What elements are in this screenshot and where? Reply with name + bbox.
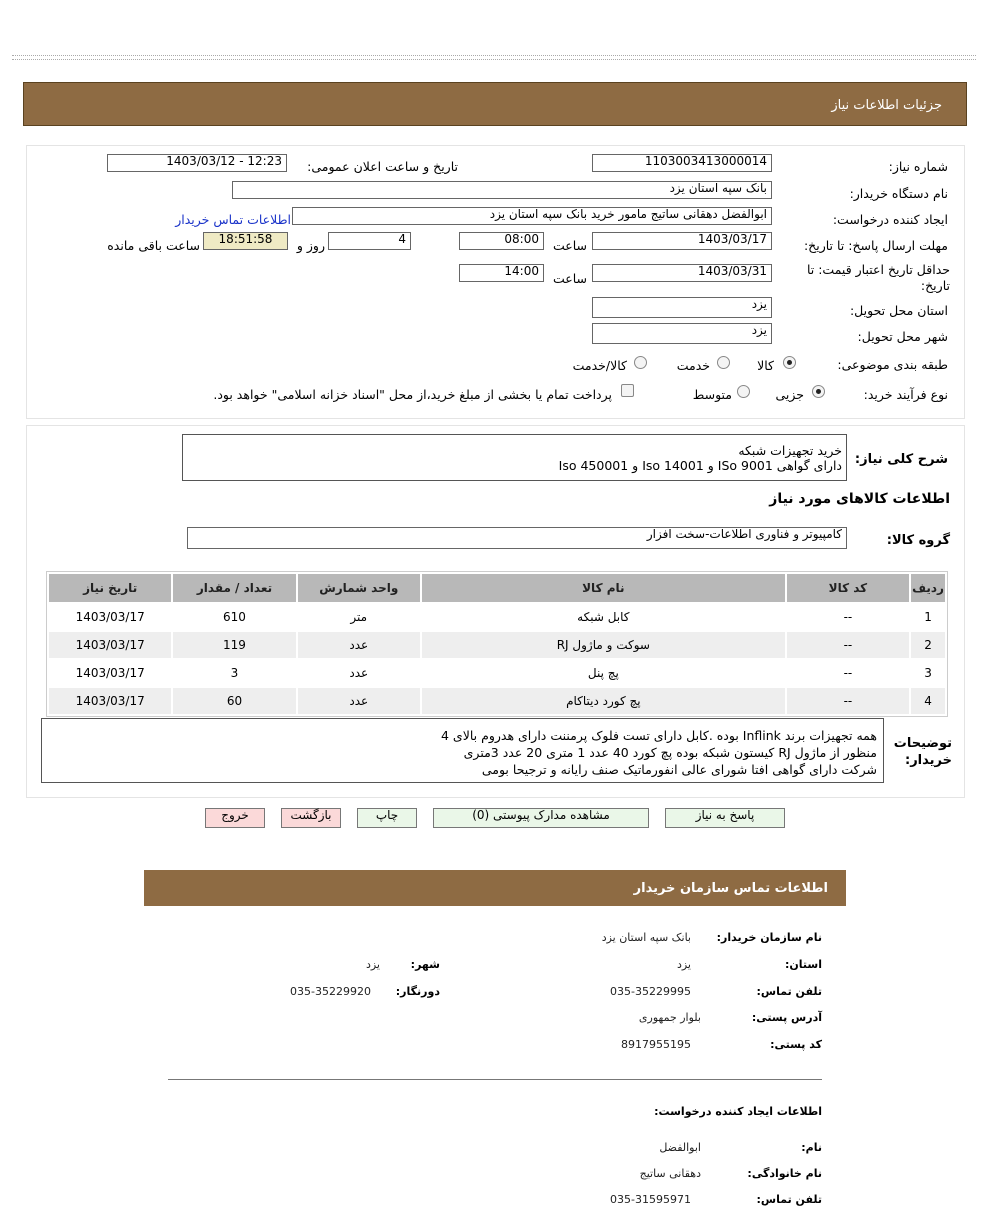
contact-org: بانک سپه استان یزد: [601, 931, 691, 944]
deadline-label: مهلت ارسال پاسخ: تا تاریخ:: [803, 238, 948, 253]
contact-fax: 035-35229920: [290, 985, 371, 998]
need-number-field: 1103003413000014: [592, 154, 772, 172]
page-header: [23, 82, 967, 126]
header-item-name: نام کالا: [422, 574, 785, 602]
creator-phone-label: تلفن تماس:: [756, 1193, 822, 1206]
table-header-row: [49, 574, 945, 602]
category-goods-label: کالا: [757, 358, 774, 373]
process-medium-label: متوسط: [692, 387, 732, 402]
notes-line-2: منظور از ماژول RJ کیستون شبکه بوده پچ کورد 40 عدد 1 متری 20 عدد 3متری: [463, 745, 877, 760]
remaining-time-field: 18:51:58: [203, 232, 288, 250]
creator-info-title: اطلاعات ایجاد کننده درخواست:: [654, 1105, 822, 1118]
contact-postal: 8917955195: [621, 1038, 691, 1051]
exit-button[interactable]: خروج: [205, 808, 265, 828]
creator-name-label: نام:: [801, 1141, 822, 1154]
remaining-label: ساعت باقی مانده: [107, 238, 200, 253]
cell-row-number: 4: [911, 688, 945, 714]
process-small-label: جزیی: [775, 387, 804, 402]
header-row-number: ردیف: [911, 574, 945, 602]
print-button[interactable]: چاپ: [357, 808, 417, 828]
cell-need-date: 1403/03/17: [49, 688, 171, 714]
goods-title: اطلاعات کالاهای مورد نیاز: [769, 491, 950, 507]
days-label: روز و: [296, 238, 325, 253]
cell-item-code: --: [787, 632, 909, 658]
summary-label: شرح کلی نیاز:: [854, 452, 948, 467]
cell-row-number: 1: [911, 604, 945, 630]
need-number-label: شماره نیاز:: [888, 159, 948, 174]
province-field: یزد: [592, 297, 772, 318]
summary-line-2: دارای گواهی ISo 9001 و Iso 14001 و Iso 450001: [558, 458, 842, 473]
table-row: [49, 604, 945, 630]
cell-quantity: 3: [173, 660, 295, 686]
province-label: استان محل تحویل:: [849, 303, 948, 318]
process-small-radio[interactable]: [812, 385, 825, 398]
cell-item-name: پچ کورد دیتاکام: [422, 688, 785, 714]
cell-item-code: --: [787, 688, 909, 714]
validity-label: حداقل تاریخ اعتبار قیمت: تا تاریخ:: [806, 262, 950, 293]
contact-address-label: آدرس پستی:: [751, 1011, 822, 1024]
cell-item-name: پچ پنل: [422, 660, 785, 686]
cell-item-code: --: [787, 604, 909, 630]
buyer-org-field: بانک سپه استان یزد: [232, 181, 772, 199]
announce-field: 1403/03/12 - 12:23: [107, 154, 287, 172]
creator-family: دهقانی ساتیج: [639, 1167, 701, 1180]
contact-province: یزد: [676, 958, 691, 971]
cell-need-date: 1403/03/17: [49, 604, 171, 630]
contact-title: اطلاعات تماس سازمان خریدار: [633, 881, 828, 896]
contact-phone: 035-35229995: [610, 985, 691, 998]
creator-label: ایجاد کننده درخواست:: [832, 212, 948, 227]
header-need-date: تاریخ نیاز: [49, 574, 171, 602]
cell-quantity: 610: [173, 604, 295, 630]
cell-need-date: 1403/03/17: [49, 632, 171, 658]
contact-phone-label: تلفن تماس:: [756, 985, 822, 998]
process-label: نوع فرآیند خرید:: [863, 387, 948, 402]
creator-field: ابوالفضل دهقانی ساتیج مامور خرید بانک سپه استان یزد: [292, 207, 772, 225]
city-field: یزد: [592, 323, 772, 344]
goods-group-label: گروه کالا:: [886, 533, 950, 548]
deadline-time-label: ساعت: [552, 238, 587, 253]
header-quantity: تعداد / مقدار: [173, 574, 295, 602]
cell-unit: عدد: [298, 660, 420, 686]
contact-province-label: استان:: [785, 958, 822, 971]
creator-family-label: نام خانوادگی:: [747, 1167, 822, 1180]
city-label: شهر محل تحویل:: [857, 329, 948, 344]
back-button[interactable]: بازگشت: [281, 808, 341, 828]
table-row: [49, 660, 945, 686]
category-service-radio[interactable]: [717, 356, 730, 369]
cell-item-name: سوکت و ماژول RJ: [422, 632, 785, 658]
contact-header: [144, 870, 846, 906]
category-label: طبقه بندی موضوعی:: [837, 357, 948, 372]
goods-table: [46, 571, 948, 717]
deadline-date-field: 1403/03/17: [592, 232, 772, 250]
page-title: جزئیات اطلاعات نیاز: [831, 98, 942, 113]
summary-box: [182, 434, 847, 481]
cell-unit: عدد: [298, 688, 420, 714]
contact-address: بلوار جمهوری: [638, 1011, 701, 1024]
reply-button[interactable]: پاسخ به نیاز: [665, 808, 785, 828]
contact-org-label: نام سازمان خریدار:: [716, 931, 822, 944]
category-goods-radio[interactable]: [783, 356, 796, 369]
top-divider: [12, 55, 976, 60]
creator-phone: 035-31595971: [610, 1193, 691, 1206]
process-medium-radio[interactable]: [737, 385, 750, 398]
notes-label: توضیحات خریدار:: [893, 736, 952, 768]
table-row: [49, 632, 945, 658]
notes-box: [41, 718, 884, 783]
notes-line-3: شرکت دارای گواهی افتا شورای عالی انفورماتیک صنف رایانه و ترجیحا بومی: [481, 762, 877, 777]
cell-quantity: 119: [173, 632, 295, 658]
header-item-code: کد کالا: [787, 574, 909, 602]
cell-row-number: 2: [911, 632, 945, 658]
summary-line-1: خرید تجهیزات شبکه: [738, 443, 842, 458]
header-unit: واحد شمارش: [298, 574, 420, 602]
contact-city: یزد: [365, 958, 380, 971]
buyer-org-label: نام دستگاه خریدار:: [849, 186, 948, 201]
goods-group-field: کامپیوتر و فناوری اطلاعات-سخت افزار: [187, 527, 847, 549]
treasury-payment-checkbox[interactable]: [621, 384, 634, 397]
contact-divider: [168, 1079, 822, 1080]
validity-time-label: ساعت: [552, 271, 587, 286]
cell-unit: عدد: [298, 632, 420, 658]
cell-need-date: 1403/03/17: [49, 660, 171, 686]
cell-item-code: --: [787, 660, 909, 686]
days-field: 4: [328, 232, 411, 250]
cell-unit: متر: [298, 604, 420, 630]
cell-item-name: کابل شبکه: [422, 604, 785, 630]
contact-postal-label: کد پستی:: [770, 1038, 822, 1051]
category-goods-service-label: کالا/خدمت: [572, 358, 627, 373]
table-row: [49, 688, 945, 714]
buyer-contact-link[interactable]: اطلاعات تماس خریدار: [175, 212, 291, 227]
payment-note: پرداخت تمام یا بخشی از مبلغ خرید،از محل "اسناد خزانه اسلامی" خواهد بود.: [213, 387, 612, 402]
category-goods-service-radio[interactable]: [634, 356, 647, 369]
deadline-time-field: 08:00: [459, 232, 544, 250]
cell-row-number: 3: [911, 660, 945, 686]
category-service-label: خدمت: [676, 358, 710, 373]
creator-name: ابوالفضل: [659, 1141, 701, 1154]
validity-date-field: 1403/03/31: [592, 264, 772, 282]
attachments-button[interactable]: مشاهده مدارک پیوستی (0): [433, 808, 649, 828]
notes-line-1: همه تجهیزات برند Inflink بوده .کابل دارای تست فلوک پرمننت دارای هدروم بالای 4: [440, 728, 877, 743]
contact-city-label: شهر:: [410, 958, 440, 971]
contact-fax-label: دورنگار:: [395, 985, 440, 998]
announce-label: تاریخ و ساعت اعلان عمومی:: [307, 159, 458, 174]
validity-time-field: 14:00: [459, 264, 544, 282]
cell-quantity: 60: [173, 688, 295, 714]
